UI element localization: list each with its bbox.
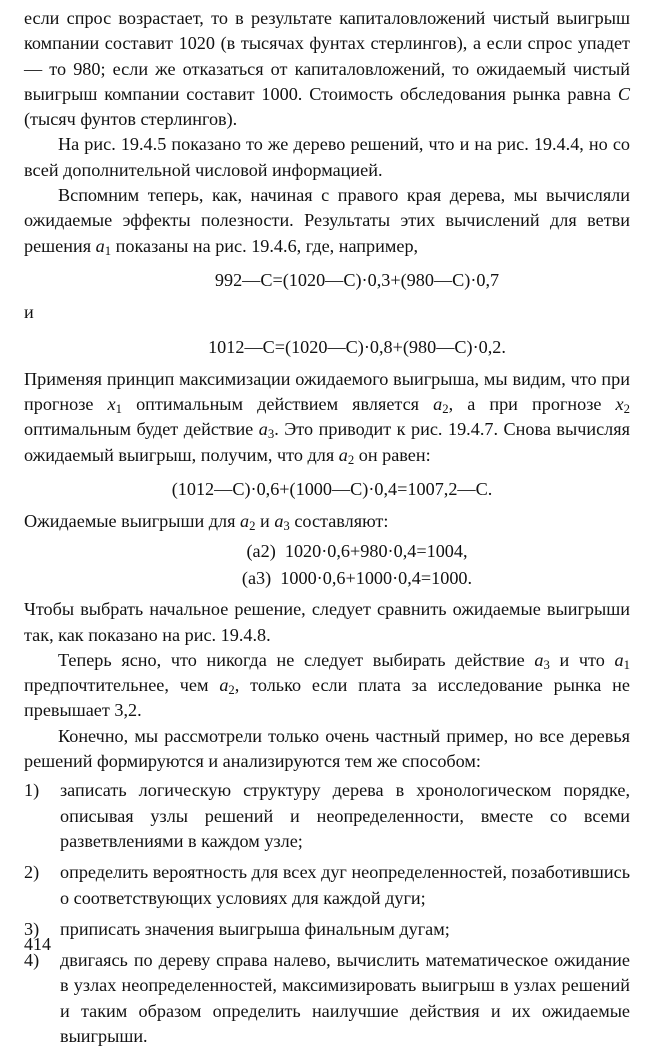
p7-part-b: и что: [549, 649, 615, 670]
subscript: 2: [442, 402, 449, 417]
p5-part-b: и: [255, 511, 275, 532]
list-item: [24, 860, 630, 911]
subscript: 1: [623, 658, 630, 672]
list-item-text: приписать значения выигрыша финальным дугам;: [60, 918, 450, 939]
paragraph-2: На рис. 19.4.5 показано то же дерево решений, что и на рис. 19.4.4, но со всей дополнительной числовой информацией.: [24, 134, 630, 180]
p4-part-b: оптимальным действием является: [122, 394, 434, 415]
subscript: 3: [283, 519, 290, 534]
paragraph-3-tail: показаны на рис. 19.4.6, где, например,: [111, 235, 419, 256]
p5-part-c: составляют:: [289, 511, 389, 532]
formula-5-body: 1000·0,6+1000·0,4=1000.: [280, 567, 473, 588]
paragraph-6: Чтобы выбрать начальное решение, следует сравнить ожидаемые выигрыши так, как показано на рис. 19.4.8.: [24, 599, 630, 645]
paragraph-3: [24, 183, 630, 259]
p7-part-a: Теперь ясно, что никогда не следует выбирать действие: [58, 649, 535, 670]
subscript: 2: [347, 452, 355, 467]
variable-c: C: [617, 83, 630, 104]
variable-x: x: [615, 394, 624, 415]
formula-5-label: (a3): [241, 567, 272, 588]
variable-a: a: [274, 511, 284, 532]
variable-a: a: [614, 649, 624, 670]
paragraph-5: [24, 509, 630, 534]
p4-part-e: . Это приводит к рис. 19.4.7. Снова вычисляя ожидаемый выигрыш, получим, что для: [24, 419, 630, 465]
variable-a: a: [338, 444, 348, 465]
variable-a: a: [433, 394, 443, 415]
paragraph-1-text: если спрос возрастает, то в результате капиталовложений чистый выигрыш компании составит 1020 (в тысячах фунтах стерлингов), а если спрос упадет — то 980; если же отказаться от капиталовложений, то ожидаемый чистый выигрыш компании составит 1000. Стоимость обследования рынка равна: [24, 8, 630, 104]
subscript: 2: [249, 519, 256, 534]
list-item-number: 3): [24, 918, 40, 939]
formula-4-label: (a2): [246, 540, 276, 561]
subscript: 3: [267, 427, 275, 442]
p4-part-f: он равен:: [354, 444, 431, 465]
list-item-number: 4): [24, 950, 40, 971]
subscript: 1: [115, 402, 122, 417]
list-item: [24, 917, 630, 942]
list-item-text: записать логическую структуру дерева в хронологическом порядке, описывая узлы решений и неопределенности, вместе со всеми разветвлениями в каждом узле;: [60, 780, 630, 851]
body-text: [24, 6, 630, 1055]
p4-part-d: оптимальным будет действие: [24, 419, 259, 440]
list-item-number: 2): [24, 862, 40, 883]
variable-x: x: [107, 394, 116, 415]
p7-part-c: предпочтительнее, чем: [24, 675, 220, 696]
list-item: [24, 778, 630, 854]
subscript: 2: [228, 683, 235, 698]
page-number: 414: [24, 934, 51, 954]
paragraph-7: [24, 648, 630, 724]
subscript: 2: [623, 402, 630, 417]
paragraph-4: [24, 367, 630, 468]
formula-2: 1012—C=(1020—C)·0,8+(980—C)·0,2.: [208, 336, 506, 357]
paragraph-3-text: Вспомним теперь, как, начиная с правого края дерева, мы вычисляли ожидаемые эффекты полезности. Результаты этих вычислений для ветви решения: [24, 185, 630, 256]
paragraph-1-tail: (тысяч фунтов стерлингов).: [24, 109, 238, 130]
list-item-number: 1): [24, 780, 40, 801]
list-item: [24, 948, 630, 1049]
variable-a: a: [219, 675, 229, 696]
subscript: 3: [543, 658, 550, 672]
p5-part-a: Ожидаемые выигрыши для: [24, 511, 241, 532]
p4-part-a: Применяя принцип максимизации ожидаемого выигрыша, мы видим, что при прогнозе: [24, 368, 630, 415]
subscript: 1: [104, 243, 112, 258]
conjunction-and: и: [24, 302, 34, 323]
formula-4: [24, 539, 630, 564]
variable-a: a: [240, 511, 250, 532]
formula-1: 992—C=(1020—C)·0,3+(980—C)·0,7: [214, 269, 500, 290]
p4-part-c: , а при прогнозе: [448, 394, 616, 415]
variable-a: a: [258, 419, 268, 440]
formula-4-body: 1020·0,6+980·0,4=1004,: [284, 540, 468, 561]
list-item-text: двигаясь по дереву справа налево, вычислить математическое ожидание в узлах неопределенностей, максимизировать выигрыш в узлах решений и таким образом определить наилучшие действия и их ожидаемые выигрыши.: [60, 950, 630, 1046]
p7-part-d: , только если плата за исследование рынка не превышает 3,2.: [24, 675, 630, 721]
procedure-list: [24, 778, 630, 1049]
paragraph-1: [24, 6, 630, 132]
list-item-text: определить вероятность для всех дуг неопределенностей, позаботившись о соответствующих условиях для каждой дуги;: [60, 862, 630, 908]
variable-a: a: [534, 649, 544, 670]
formula-5: [24, 566, 630, 591]
paragraph-8: Конечно, мы рассмотрели только очень частный пример, но все деревья решений формируются и анализируются тем же способом:: [24, 725, 630, 772]
formula-3: (1012—C)·0,6+(1000—C)·0,4=1007,2—C.: [171, 479, 493, 500]
variable-a: a: [95, 235, 105, 256]
